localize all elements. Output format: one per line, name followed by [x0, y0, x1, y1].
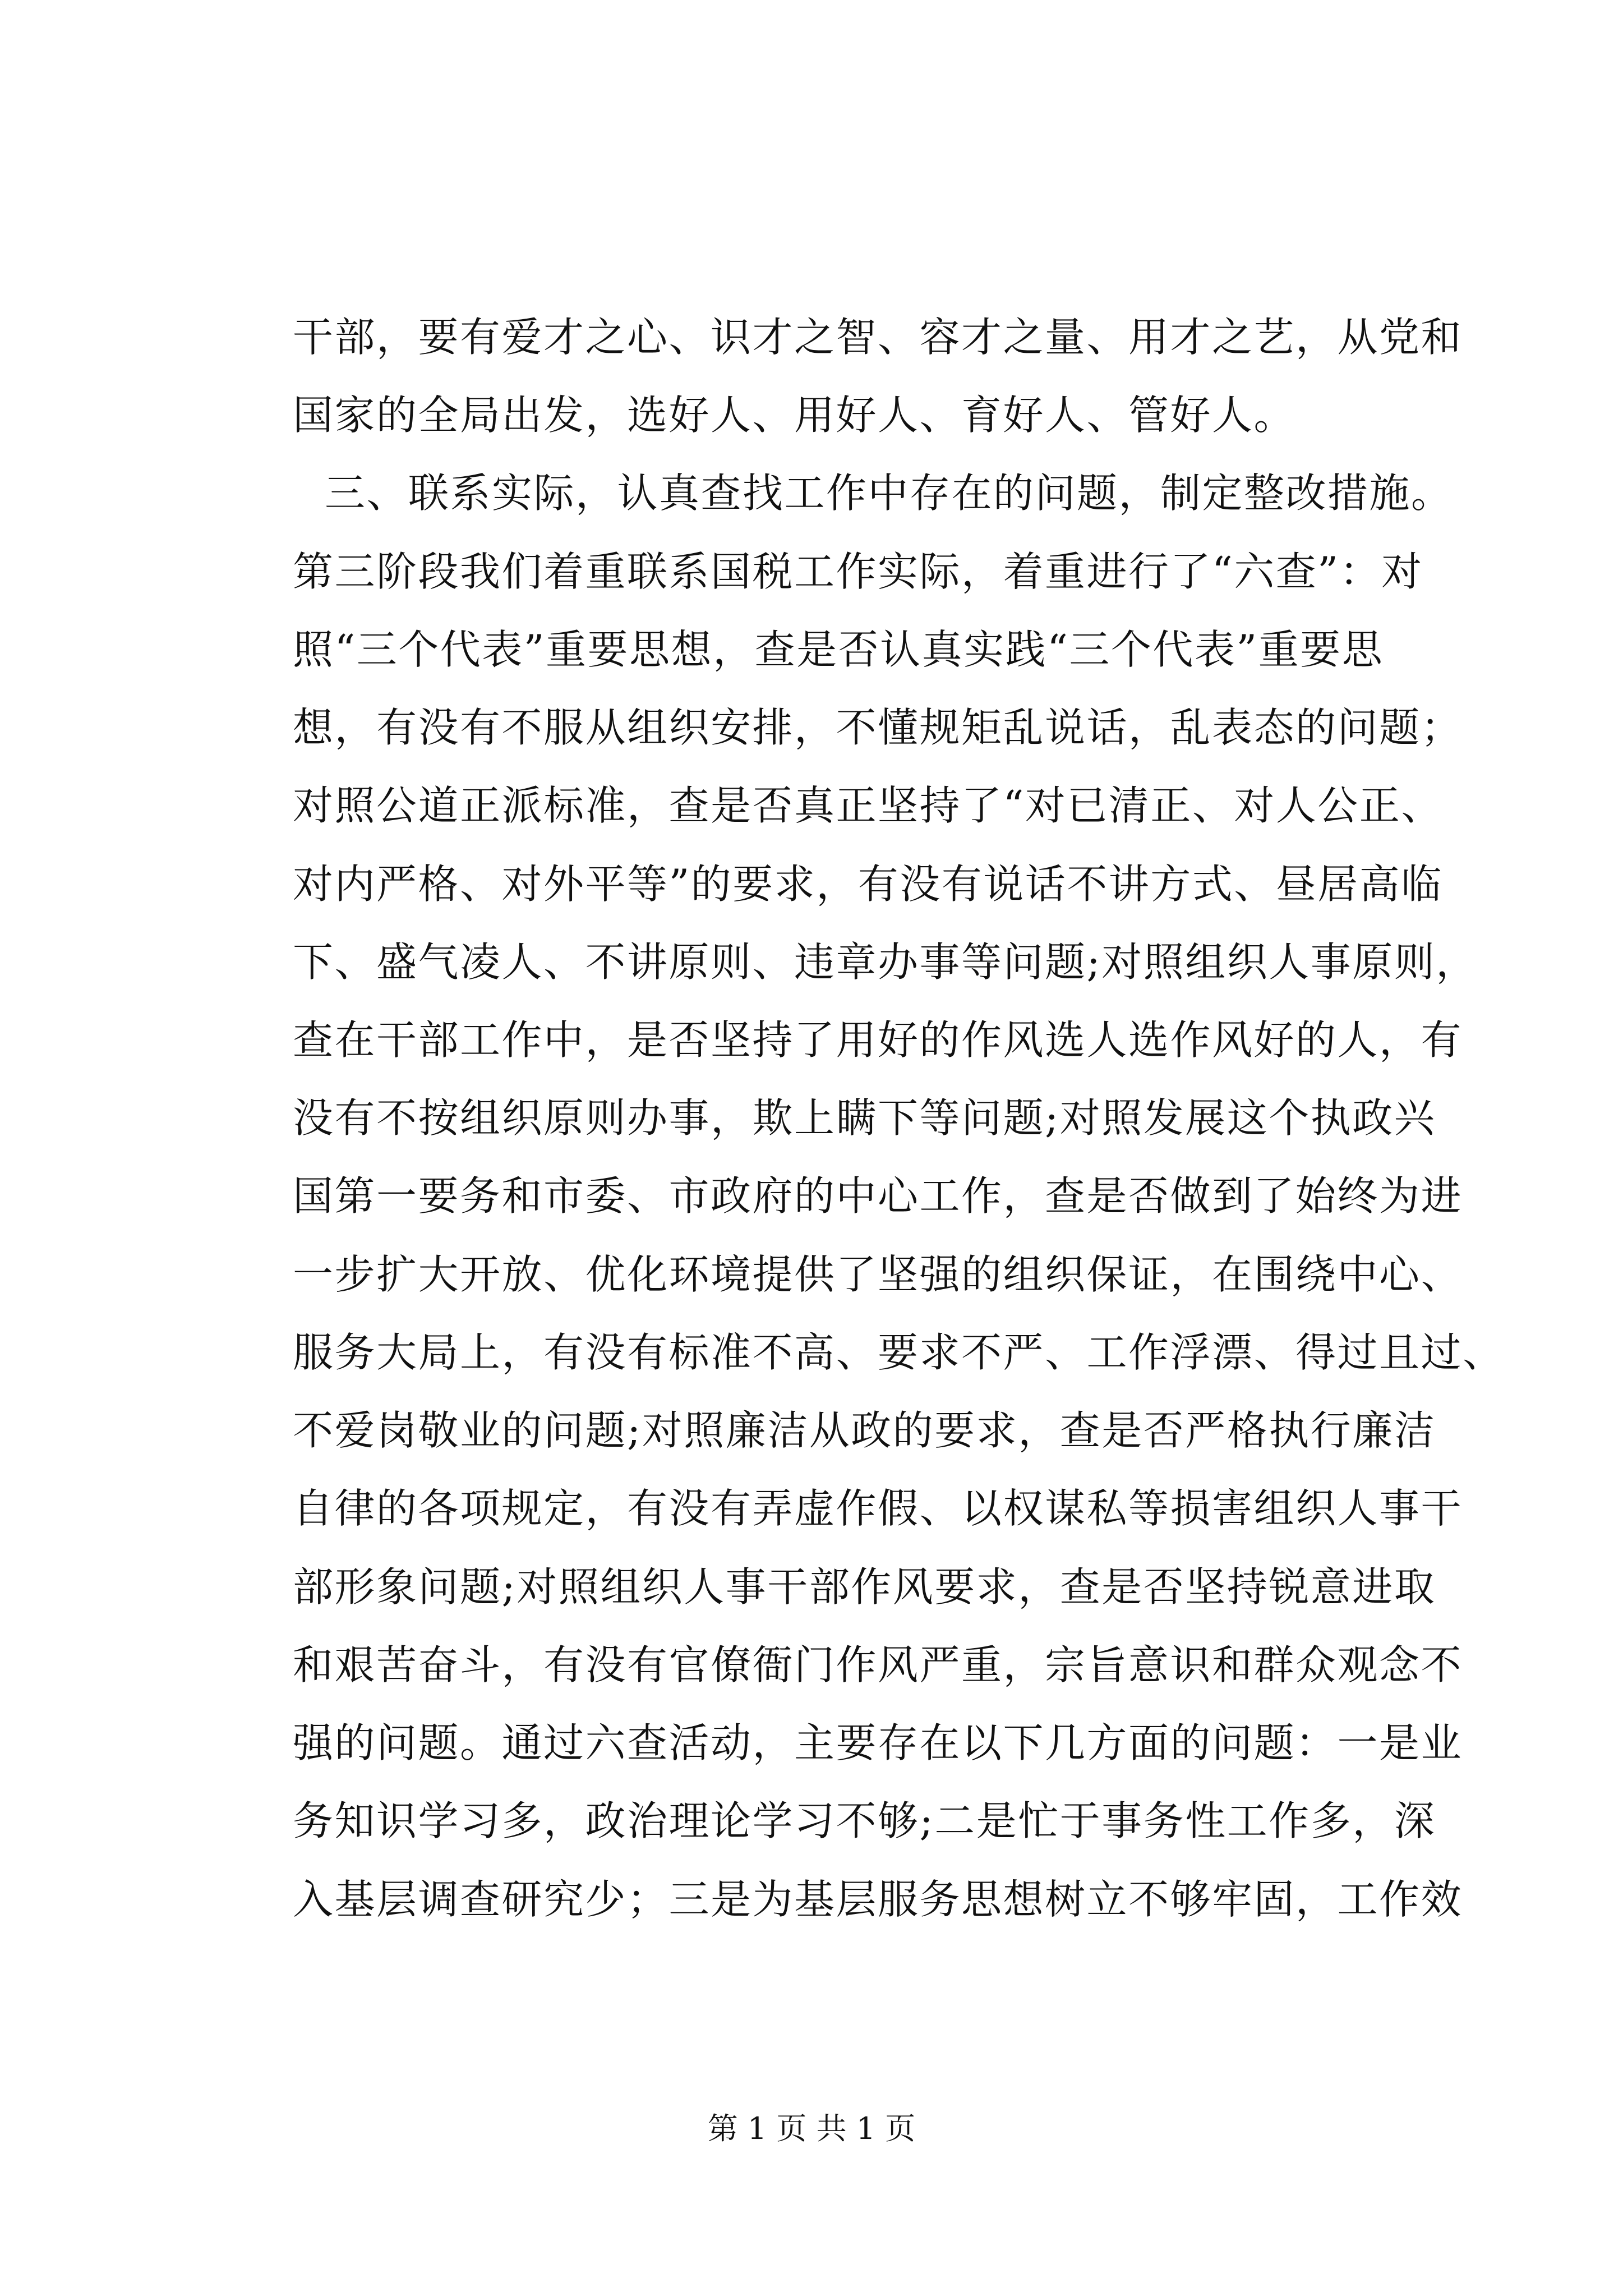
text-line: 没有不按组织原则办事，欺上瞒下等问题;对照发展这个执政兴 [293, 1094, 1436, 1142]
text-line: 干部，要有爱才之心、识才之智、容才之量、用才之艺，从党和 [293, 314, 1463, 361]
text-line: 强的问题。通过六查活动，主要存在以下几方面的问题：一是业 [293, 1719, 1463, 1766]
text-line: 国第一要务和市委、市政府的中心工作，查是否做到了始终为进 [293, 1172, 1463, 1220]
text-line: 想，有没有不服从组织安排，不懂规矩乱说话，乱表态的问题； [293, 704, 1463, 751]
page-number-footer: 第 1 页 共 1 页 [707, 2111, 916, 2146]
text-line: 第三阶段我们着重联系国税工作实际，着重进行了“六查”：对 [293, 548, 1423, 595]
text-line: 部形象问题;对照组织人事干部作风要求，查是否坚持锐意进取 [293, 1563, 1436, 1611]
text-line: 自律的各项规定，有没有弄虚作假、以权谋私等损害组织人事干 [293, 1485, 1463, 1532]
text-line: 和艰苦奋斗，有没有官僚衙门作风严重，宗旨意识和群众观念不 [293, 1641, 1463, 1688]
text-line: 对内严格、对外平等”的要求，有没有说话不讲方式、昼居高临 [293, 861, 1443, 908]
text-line: 务知识学习多，政治理论学习不够;二是忙于事务性工作多，深 [293, 1797, 1436, 1844]
text-line: 不爱岗敬业的问题;对照廉洁从政的要求，查是否严格执行廉洁 [293, 1407, 1436, 1454]
text-line: 服务大局上，有没有标准不高、要求不严、工作浮漂、得过且过、 [293, 1329, 1505, 1376]
text-line: 一步扩大开放、优化环境提供了坚强的组织保证，在围绕中心、 [293, 1251, 1463, 1298]
text-line: 对照公道正派标准，查是否真正坚持了“对已清正、对人公正、 [293, 782, 1443, 829]
text-line: 下、盛气凌人、不讲原则、违章办事等问题;对照组织人事原则， [293, 938, 1478, 986]
text-line: 入基层调查研究少；三是为基层服务思想树立不够牢固，工作效 [293, 1876, 1463, 1923]
text-line: 国家的全局出发，选好人、用好人、育好人、管好人。 [293, 392, 1296, 439]
text-line: 查在干部工作中，是否坚持了用好的作风选人选作风好的人，有 [293, 1016, 1463, 1064]
text-line: 照“三个代表”重要思想，查是否认真实践“三个代表”重要思 [293, 626, 1384, 673]
text-line: 三、联系实际，认真查找工作中存在的问题，制定整改措施。 [325, 470, 1453, 517]
